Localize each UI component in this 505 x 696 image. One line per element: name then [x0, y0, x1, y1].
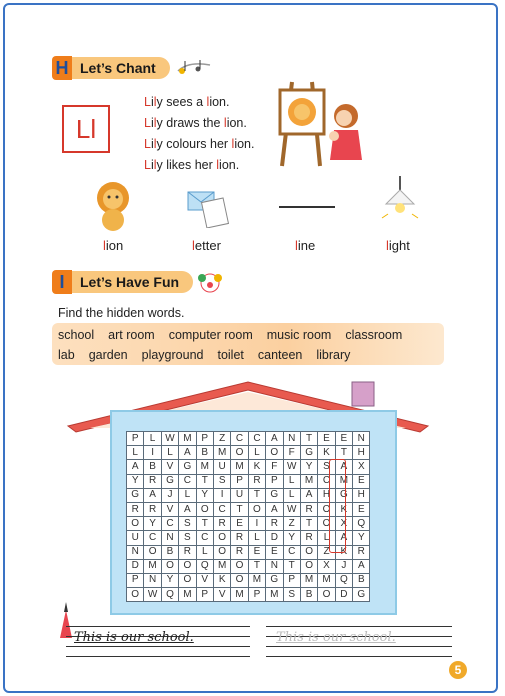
- grid-cell: H: [353, 488, 370, 502]
- grid-cell: B: [144, 460, 161, 474]
- section-h-letter: H: [52, 56, 72, 80]
- grid-cell: M: [300, 474, 317, 488]
- grid-cell: M: [144, 559, 161, 573]
- grid-cell: E: [335, 432, 352, 446]
- grid-cell: R: [144, 474, 161, 488]
- grid-cell: A: [300, 488, 317, 502]
- grid-cell: Q: [161, 588, 178, 602]
- grid-cell: V: [161, 460, 178, 474]
- music-notes-icon: [174, 57, 214, 79]
- grid-cell: T: [248, 559, 265, 573]
- grid-cell: C: [161, 517, 178, 531]
- grid-cell: E: [231, 517, 248, 531]
- grid-cell: C: [196, 531, 213, 545]
- grid-cell: X: [318, 559, 335, 573]
- grid-row: [127, 559, 370, 573]
- grid-cell: L: [144, 432, 161, 446]
- girl-painting-lion-illustration: [272, 74, 368, 170]
- word-light: light: [386, 238, 410, 253]
- grid-cell: S: [179, 517, 196, 531]
- word-bank-item: computer room: [168, 328, 253, 342]
- grid-cell: K: [335, 545, 352, 559]
- writing-line: [66, 646, 250, 647]
- grid-cell: L: [196, 545, 213, 559]
- word-bank-item: garden: [88, 348, 128, 362]
- grid-cell: O: [318, 517, 335, 531]
- grid-cell: Y: [300, 460, 317, 474]
- grid-cell: O: [231, 573, 248, 587]
- grid-cell: O: [231, 446, 248, 460]
- grid-cell: W: [161, 432, 178, 446]
- chant-line-3: Lily colours her lion.: [144, 137, 255, 151]
- grid-cell: P: [127, 573, 144, 587]
- grid-cell: O: [248, 502, 265, 516]
- grid-cell: P: [127, 432, 144, 446]
- grid-cell: E: [353, 474, 370, 488]
- grid-cell: P: [196, 432, 213, 446]
- grid-cell: C: [213, 502, 230, 516]
- word-bank-item: classroom: [345, 328, 403, 342]
- writing-line: [66, 656, 250, 657]
- grid-cell: I: [213, 488, 230, 502]
- grid-cell: Y: [127, 474, 144, 488]
- clown-icon: [196, 270, 224, 294]
- grid-cell: R: [300, 502, 317, 516]
- grid-cell: M: [300, 573, 317, 587]
- grid-cell: M: [266, 588, 283, 602]
- grid-cell: T: [300, 517, 317, 531]
- writing-line: [66, 626, 250, 627]
- grid-cell: O: [300, 559, 317, 573]
- grid-cell: T: [300, 432, 317, 446]
- grid-cell: N: [144, 573, 161, 587]
- word-bank-row-2: [58, 348, 364, 362]
- grid-cell: C: [144, 531, 161, 545]
- grid-cell: O: [318, 502, 335, 516]
- grid-cell: O: [231, 559, 248, 573]
- grid-cell: P: [266, 474, 283, 488]
- trace-sentence: This is our school.: [276, 630, 396, 645]
- grid-cell: O: [196, 502, 213, 516]
- grid-cell: T: [231, 502, 248, 516]
- grid-cell: N: [353, 432, 370, 446]
- grid-cell: D: [335, 588, 352, 602]
- grid-row: [127, 432, 370, 446]
- word-letter: letter: [192, 238, 221, 253]
- instruction: Find the hidden words.: [58, 306, 185, 320]
- word-bank-row-1: [58, 328, 416, 342]
- grid-cell: G: [353, 588, 370, 602]
- grid-cell: G: [161, 474, 178, 488]
- grid-cell: E: [248, 545, 265, 559]
- grid-cell: O: [213, 545, 230, 559]
- word-bank-item: school: [58, 328, 95, 342]
- grid-cell: R: [353, 545, 370, 559]
- grid-cell: V: [196, 573, 213, 587]
- grid-cell: R: [213, 517, 230, 531]
- light-icon: [380, 176, 420, 224]
- grid-cell: M: [335, 474, 352, 488]
- chant-line-2: Lily draws the lion.: [144, 116, 247, 130]
- grid-cell: I: [144, 446, 161, 460]
- grid-cell: O: [127, 588, 144, 602]
- grid-row: [127, 588, 370, 602]
- grid-cell: P: [196, 588, 213, 602]
- grid-cell: L: [248, 531, 265, 545]
- grid-cell: P: [248, 588, 265, 602]
- grid-cell: B: [300, 588, 317, 602]
- grid-cell: S: [179, 531, 196, 545]
- grid-cell: E: [266, 545, 283, 559]
- grid-cell: U: [127, 531, 144, 545]
- grid-cell: N: [266, 559, 283, 573]
- grid-cell: X: [335, 517, 352, 531]
- grid-cell: P: [231, 474, 248, 488]
- grid-cell: O: [266, 446, 283, 460]
- grid-cell: K: [213, 573, 230, 587]
- writing-line: [266, 656, 452, 657]
- grid-cell: Y: [144, 517, 161, 531]
- grid-cell: T: [196, 517, 213, 531]
- grid-cell: U: [213, 460, 230, 474]
- chant-line-4: Lily likes her lion.: [144, 158, 240, 172]
- word-bank-item: toilet: [217, 348, 244, 362]
- grid-cell: N: [127, 545, 144, 559]
- grid-cell: E: [318, 432, 335, 446]
- grid-cell: R: [266, 517, 283, 531]
- grid-cell: H: [353, 446, 370, 460]
- grid-cell: A: [266, 432, 283, 446]
- grid-cell: C: [283, 545, 300, 559]
- grid-cell: B: [196, 446, 213, 460]
- grid-row: [127, 446, 370, 460]
- grid-cell: G: [266, 488, 283, 502]
- grid-cell: O: [213, 531, 230, 545]
- grid-cell: X: [353, 460, 370, 474]
- word-bank-item: library: [316, 348, 351, 362]
- grid-cell: Y: [196, 488, 213, 502]
- grid-cell: R: [231, 531, 248, 545]
- section-i-letter: I: [52, 270, 72, 294]
- grid-cell: G: [300, 446, 317, 460]
- grid-cell: A: [179, 502, 196, 516]
- grid-cell: A: [144, 488, 161, 502]
- grid-cell: C: [231, 432, 248, 446]
- grid-cell: F: [266, 460, 283, 474]
- grid-cell: N: [283, 432, 300, 446]
- word-bank-item: music room: [266, 328, 332, 342]
- grid-cell: L: [179, 488, 196, 502]
- grid-cell: L: [318, 531, 335, 545]
- grid-cell: Q: [196, 559, 213, 573]
- grid-cell: O: [144, 545, 161, 559]
- grid-cell: A: [335, 460, 352, 474]
- grid-cell: L: [283, 488, 300, 502]
- word-bank: [52, 323, 444, 365]
- grid-cell: Y: [161, 573, 178, 587]
- grid-cell: U: [231, 488, 248, 502]
- section-h-title: Let’s Chant: [72, 57, 170, 79]
- grid-cell: A: [266, 502, 283, 516]
- grid-cell: J: [335, 559, 352, 573]
- grid-cell: O: [179, 573, 196, 587]
- model-sentence: This is our school.: [74, 630, 194, 645]
- grid-cell: V: [213, 588, 230, 602]
- grid-cell: Q: [335, 573, 352, 587]
- grid-cell: W: [144, 588, 161, 602]
- grid-cell: M: [213, 559, 230, 573]
- grid-cell: B: [161, 545, 178, 559]
- writing-line: [266, 646, 452, 647]
- grid-cell: L: [248, 446, 265, 460]
- grid-cell: W: [283, 502, 300, 516]
- grid-cell: T: [283, 559, 300, 573]
- word-lion: lion: [103, 238, 124, 253]
- grid-cell: L: [283, 474, 300, 488]
- grid-cell: R: [144, 502, 161, 516]
- grid-cell: J: [161, 488, 178, 502]
- grid-cell: P: [283, 573, 300, 587]
- grid-cell: T: [248, 488, 265, 502]
- grid-cell: A: [335, 531, 352, 545]
- grid-cell: C: [318, 474, 335, 488]
- grid-cell: M: [179, 432, 196, 446]
- grid-cell: M: [179, 588, 196, 602]
- grid-cell: O: [161, 559, 178, 573]
- chant-line-1: Lily sees a lion.: [144, 95, 230, 109]
- grid-cell: R: [300, 531, 317, 545]
- grid-cell: M: [318, 573, 335, 587]
- word-bank-item: playground: [141, 348, 204, 362]
- grid-cell: F: [283, 446, 300, 460]
- lion-icon: [94, 180, 132, 232]
- grid-cell: I: [248, 517, 265, 531]
- letter-card: Ll: [62, 105, 110, 153]
- grid-cell: K: [248, 460, 265, 474]
- found-word-highlight: [329, 459, 346, 553]
- section-h-header: [52, 56, 170, 80]
- grid-cell: R: [179, 545, 196, 559]
- grid-cell: Y: [353, 531, 370, 545]
- grid-cell: A: [127, 460, 144, 474]
- grid-cell: C: [248, 432, 265, 446]
- word-line: line: [295, 238, 316, 253]
- chant-text: [144, 92, 254, 176]
- grid-cell: B: [353, 573, 370, 587]
- grid-cell: A: [353, 559, 370, 573]
- grid-cell: K: [335, 502, 352, 516]
- grid-cell: G: [266, 573, 283, 587]
- grid-cell: G: [127, 488, 144, 502]
- grid-cell: M: [213, 446, 230, 460]
- grid-cell: M: [248, 573, 265, 587]
- grid-cell: E: [353, 502, 370, 516]
- grid-row: [127, 573, 370, 587]
- grid-cell: O: [179, 559, 196, 573]
- grid-cell: M: [231, 588, 248, 602]
- grid-cell: S: [213, 474, 230, 488]
- grid-cell: Z: [213, 432, 230, 446]
- grid-cell: A: [179, 446, 196, 460]
- word-bank-item: art room: [108, 328, 155, 342]
- section-i-title: Let’s Have Fun: [72, 271, 193, 293]
- word-bank-item: lab: [58, 348, 75, 362]
- grid-cell: L: [161, 446, 178, 460]
- grid-cell: V: [161, 502, 178, 516]
- grid-cell: Y: [283, 531, 300, 545]
- section-i-header: [52, 270, 193, 294]
- writing-line: [266, 626, 452, 627]
- grid-cell: O: [127, 517, 144, 531]
- page-number: 5: [449, 661, 467, 679]
- grid-cell: H: [318, 488, 335, 502]
- grid-cell: M: [231, 460, 248, 474]
- word-bank-item: canteen: [257, 348, 303, 362]
- grid-cell: W: [283, 460, 300, 474]
- grid-cell: G: [335, 488, 352, 502]
- grid-cell: N: [161, 531, 178, 545]
- grid-cell: K: [318, 446, 335, 460]
- grid-cell: M: [196, 460, 213, 474]
- line-drawing: [279, 206, 335, 208]
- grid-cell: S: [283, 588, 300, 602]
- grid-cell: T: [335, 446, 352, 460]
- grid-cell: O: [300, 545, 317, 559]
- grid-cell: R: [248, 474, 265, 488]
- grid-cell: R: [231, 545, 248, 559]
- grid-cell: T: [196, 474, 213, 488]
- grid-cell: Q: [353, 517, 370, 531]
- grid-cell: S: [318, 460, 335, 474]
- grid-cell: D: [266, 531, 283, 545]
- grid-cell: Z: [283, 517, 300, 531]
- grid-cell: R: [127, 502, 144, 516]
- grid-cell: C: [179, 474, 196, 488]
- grid-cell: G: [179, 460, 196, 474]
- grid-cell: D: [127, 559, 144, 573]
- grid-cell: O: [318, 588, 335, 602]
- grid-cell: L: [127, 446, 144, 460]
- letter-icon: [186, 186, 232, 228]
- grid-cell: Z: [318, 545, 335, 559]
